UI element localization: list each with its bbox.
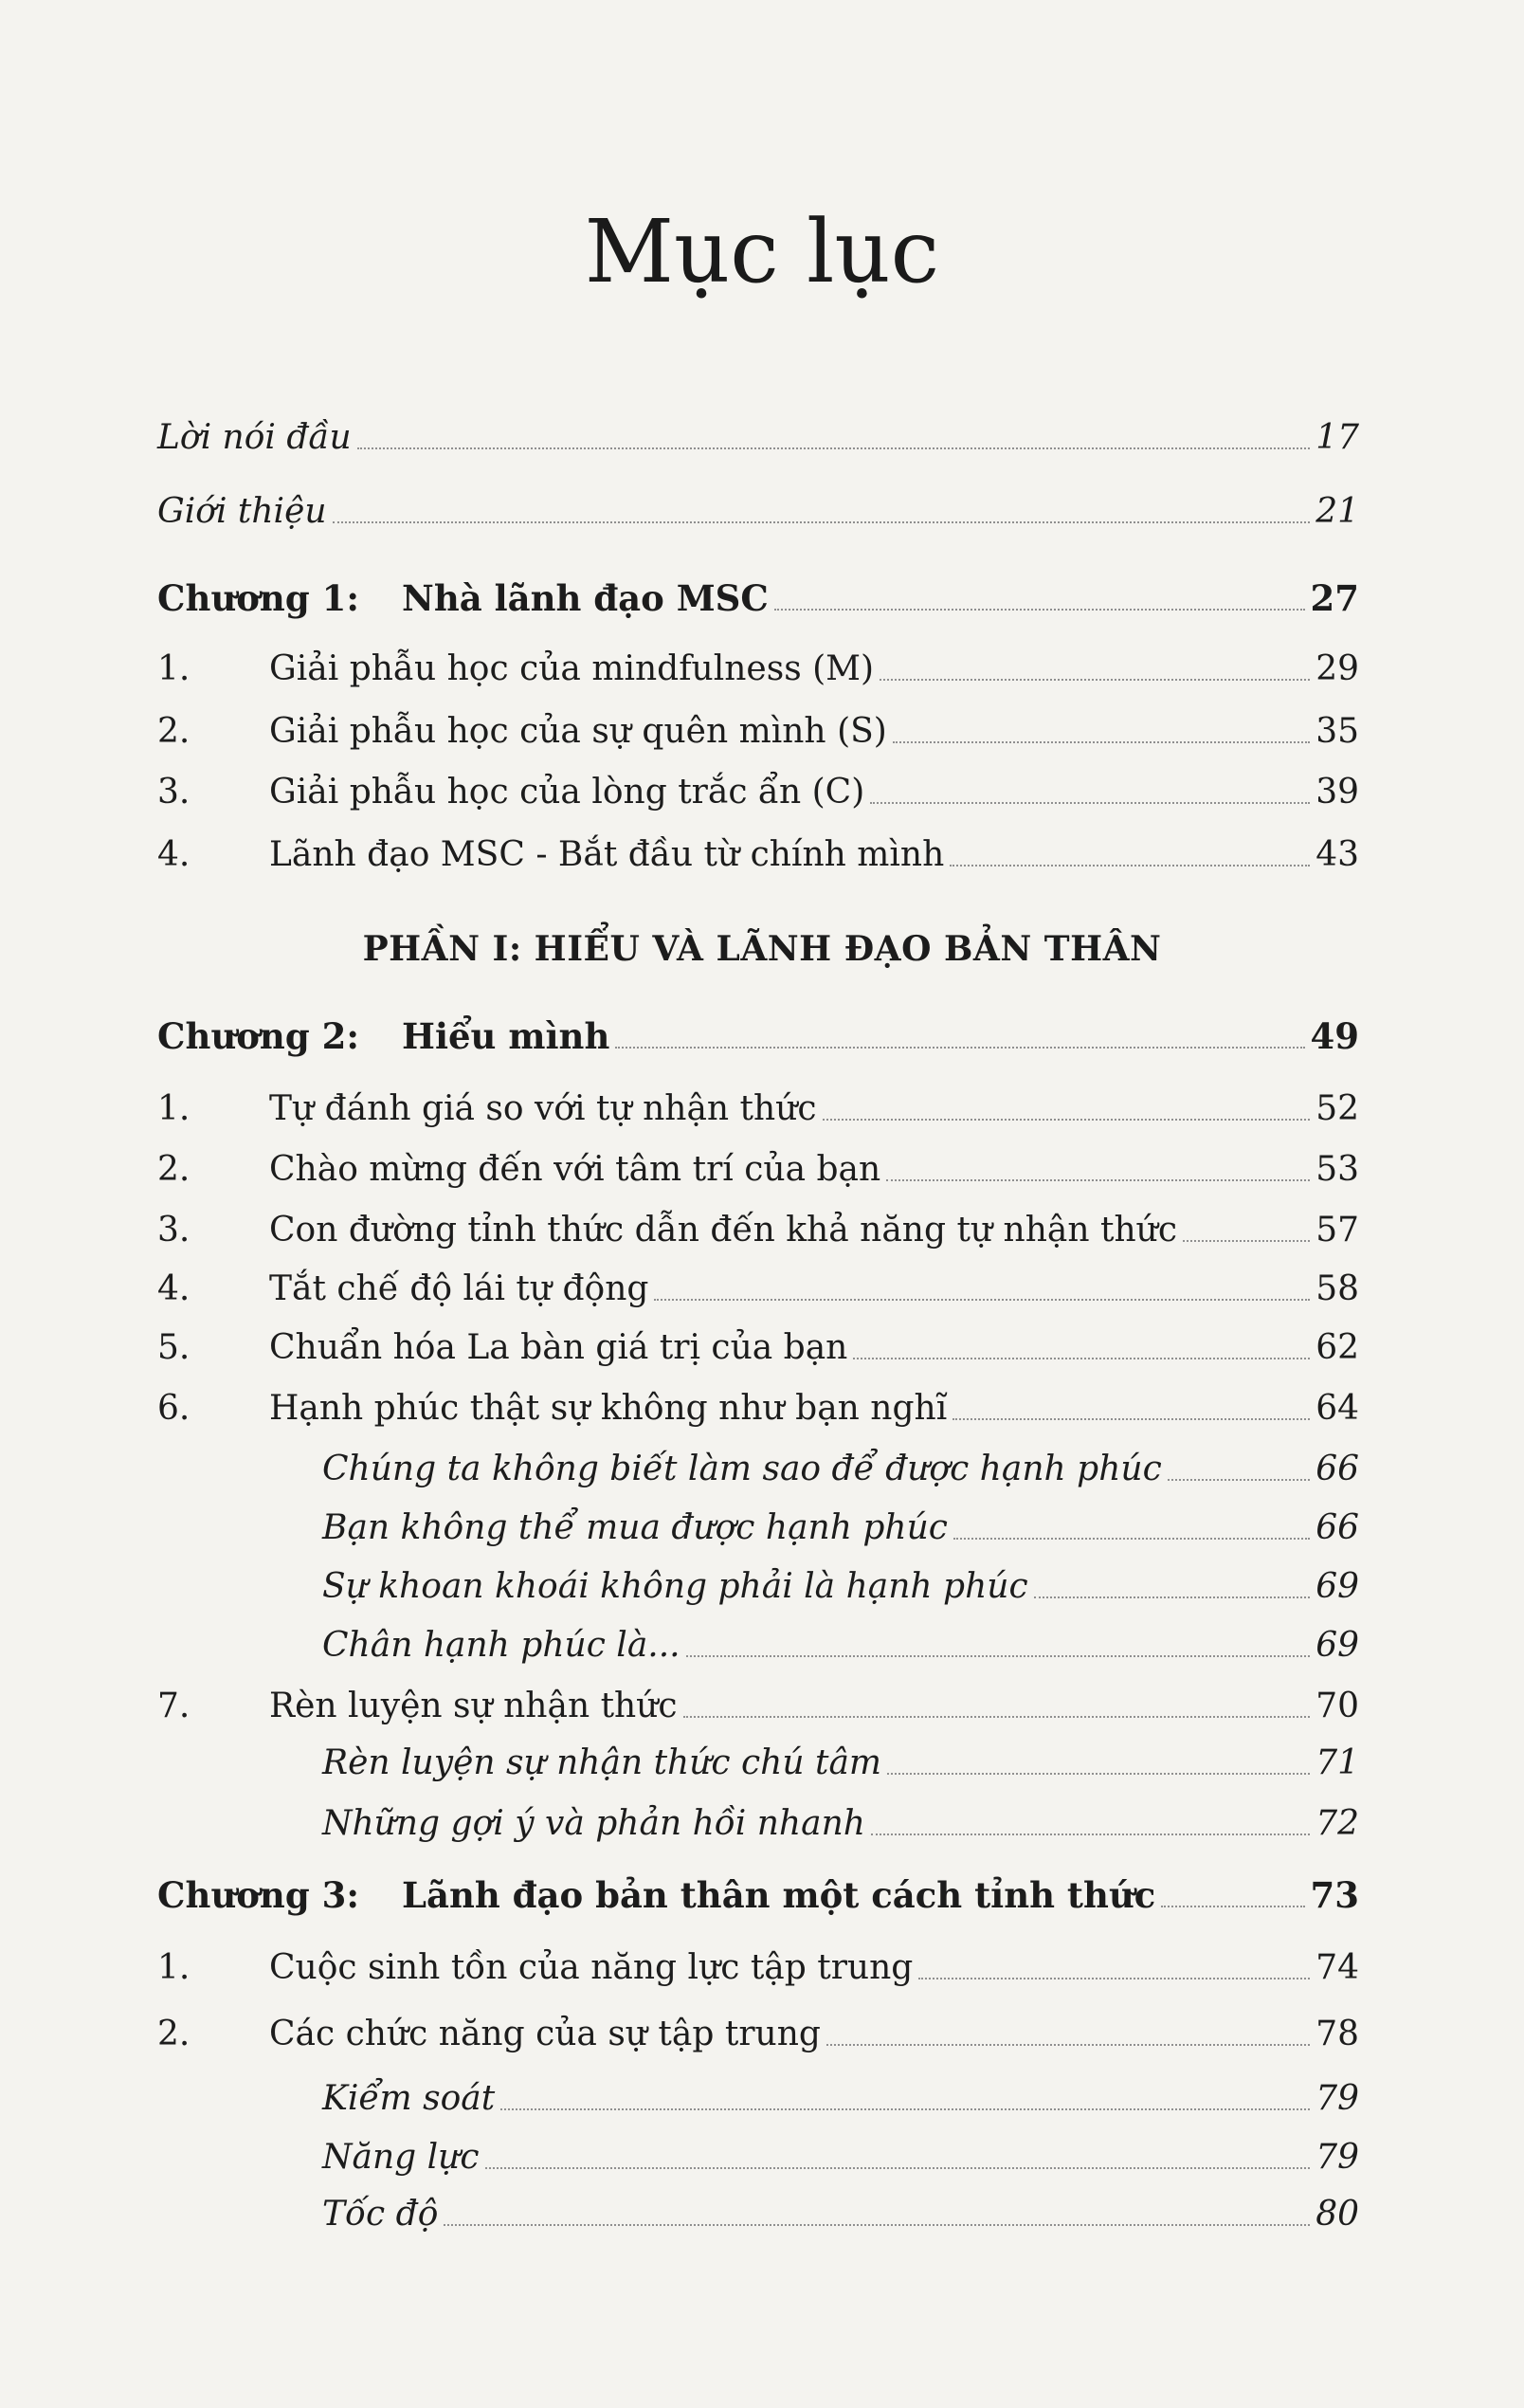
page-number: 73 [1310, 1874, 1359, 1916]
dot-leader [952, 1418, 1310, 1420]
toc-entry [157, 1555, 1359, 1608]
entry-label: Các chức năng của sự tập trung [269, 2015, 821, 2053]
entry-label: Giải phẫu học của sự quên mình (S) [269, 712, 887, 751]
dot-leader [500, 2108, 1310, 2110]
toc-entry [157, 480, 1359, 533]
toc-entry [157, 1138, 1359, 1191]
section-number: 2. [157, 1150, 190, 1189]
page-number: 62 [1315, 1328, 1359, 1367]
toc-entry [157, 760, 1359, 813]
entry-label: Nhà lãnh đạo MSC [402, 577, 769, 619]
toc-entry [157, 2067, 1359, 2120]
chapter-number: Chương 2: [157, 1015, 359, 1057]
page-number: 27 [1310, 577, 1359, 619]
toc-entry [157, 1731, 1359, 1784]
entry-label: Lãnh đạo MSC - Bắt đầu từ chính mình [269, 835, 945, 874]
page-number: 72 [1315, 1804, 1359, 1843]
toc-entry [157, 1316, 1359, 1369]
section-number: 3. [157, 1211, 190, 1250]
toc-entry [157, 567, 1359, 620]
dot-leader [774, 609, 1305, 611]
dot-leader [654, 1299, 1310, 1301]
entry-label: Tốc độ [322, 2195, 439, 2234]
section-number: 1. [157, 1089, 190, 1128]
dot-leader [870, 802, 1310, 804]
dot-leader [1183, 1240, 1310, 1242]
toc-entry [157, 1437, 1359, 1490]
entry-label: Những gợi ý và phản hồi nhanh [322, 1804, 865, 1843]
toc-entry [157, 1674, 1359, 1727]
section-number: 7. [157, 1687, 190, 1725]
entry-label: Rèn luyện sự nhận thức chú tâm [322, 1743, 882, 1782]
page-number: 79 [1315, 2138, 1359, 2177]
section-number: 6. [157, 1389, 190, 1428]
dot-leader [893, 741, 1310, 743]
page-number: 80 [1315, 2195, 1359, 2234]
toc-entry [157, 700, 1359, 753]
page-number: 78 [1315, 2015, 1359, 2053]
dot-leader [823, 1119, 1311, 1121]
section-number: 2. [157, 2015, 190, 2053]
entry-label: Bạn không thể mua được hạnh phúc [322, 1508, 948, 1547]
toc-entry [157, 1792, 1359, 1845]
toc-entry [157, 823, 1359, 876]
toc-entry [157, 2125, 1359, 2179]
section-number: 1. [157, 649, 190, 688]
entry-label: Chúng ta không biết làm sao để được hạnh phúc [322, 1450, 1162, 1488]
page-number: 17 [1315, 418, 1359, 457]
section-number: 4. [157, 835, 190, 874]
dot-leader [853, 1358, 1310, 1359]
entry-label: Năng lực [322, 2138, 480, 2177]
toc-entry [157, 1864, 1359, 1917]
dot-leader [880, 679, 1310, 681]
toc-entry [157, 2002, 1359, 2055]
entry-label: Tắt chế độ lái tự động [269, 1269, 649, 1308]
entry-label: Lãnh đạo bản thân một cách tỉnh thức [402, 1874, 1156, 1916]
toc-entry [157, 406, 1359, 459]
dot-leader [485, 2167, 1311, 2169]
page-number: 21 [1315, 492, 1359, 531]
entry-label: Kiểm soát [322, 2079, 496, 2118]
dot-leader [444, 2224, 1310, 2226]
entry-label: Sự khoan khoái không phải là hạnh phúc [322, 1567, 1028, 1606]
entry-label: Cuộc sinh tồn của năng lực tập trung [269, 1948, 914, 1987]
section-number: 5. [157, 1328, 190, 1367]
entry-label: Chào mừng đến với tâm trí của bạn [269, 1150, 881, 1189]
dot-leader [1034, 1596, 1311, 1598]
section-number: 4. [157, 1269, 190, 1308]
dot-leader [886, 1179, 1310, 1181]
page-number: 29 [1315, 649, 1359, 688]
page-number: 66 [1315, 1508, 1359, 1547]
page-number: 39 [1315, 773, 1359, 812]
entry-label: Hiểu mình [402, 1015, 610, 1057]
page-number: 64 [1315, 1389, 1359, 1428]
entry-label: Rèn luyện sự nhận thức [269, 1687, 678, 1725]
entry-label: Chân hạnh phúc là... [322, 1626, 680, 1665]
section-number: 1. [157, 1948, 190, 1987]
page-number: 71 [1315, 1743, 1359, 1782]
entry-label: Hạnh phúc thật sự không như bạn nghĩ [269, 1389, 948, 1428]
page-number: 43 [1315, 835, 1359, 874]
chapter-number: Chương 1: [157, 577, 359, 619]
page-number: 35 [1315, 712, 1359, 751]
dot-leader [1161, 1906, 1304, 1907]
page-number: 79 [1315, 2079, 1359, 2118]
chapter-number: Chương 3: [157, 1874, 359, 1916]
page-number: 70 [1315, 1687, 1359, 1725]
entry-label: Tự đánh giá so với tự nhận thức [269, 1089, 817, 1128]
dot-leader [683, 1716, 1311, 1718]
page-number: 57 [1315, 1211, 1359, 1250]
page-number: 53 [1315, 1150, 1359, 1189]
page-number: 66 [1315, 1450, 1359, 1488]
toc-entry [157, 1377, 1359, 1430]
dot-leader [826, 2044, 1310, 2046]
entry-label: Giới thiệu [157, 492, 327, 531]
dot-leader [357, 447, 1311, 449]
page-title: Mục lục [584, 201, 940, 302]
entry-label: Chuẩn hóa La bàn giá trị của bạn [269, 1328, 848, 1367]
entry-label: Lời nói đầu [157, 418, 352, 457]
dot-leader [918, 1978, 1310, 1979]
toc-entry [157, 637, 1359, 690]
page-number: 52 [1315, 1089, 1359, 1128]
toc-entry [157, 2182, 1359, 2235]
entry-label: Con đường tỉnh thức dẫn đến khả năng tự nhận thức [269, 1211, 1178, 1250]
entry-label: Giải phẫu học của mindfulness (M) [269, 649, 875, 688]
dot-leader [871, 1833, 1310, 1835]
part-heading: PHẦN I: HIỂU VÀ LÃNH ĐẠO BẢN THÂN [362, 929, 1162, 969]
dot-leader [953, 1538, 1310, 1540]
page-number: 49 [1310, 1015, 1359, 1057]
section-number: 2. [157, 712, 190, 751]
page-number: 74 [1315, 1948, 1359, 1987]
page-number: 69 [1315, 1626, 1359, 1665]
toc-entry [157, 1005, 1359, 1058]
dot-leader [686, 1655, 1311, 1657]
page-number: 69 [1315, 1567, 1359, 1606]
dot-leader [615, 1047, 1304, 1049]
entry-label: Giải phẫu học của lòng trắc ẩn (C) [269, 773, 865, 812]
section-number: 3. [157, 773, 190, 812]
dot-leader [887, 1773, 1310, 1775]
toc-entry [157, 1496, 1359, 1549]
toc-entry [157, 1936, 1359, 1989]
dot-leader [333, 521, 1311, 523]
page-number: 58 [1315, 1269, 1359, 1308]
toc-entry [157, 1614, 1359, 1667]
toc-entry [157, 1077, 1359, 1130]
toc-entry [157, 1257, 1359, 1310]
dot-leader [1168, 1479, 1310, 1481]
dot-leader [950, 865, 1310, 867]
toc-entry [157, 1198, 1359, 1251]
